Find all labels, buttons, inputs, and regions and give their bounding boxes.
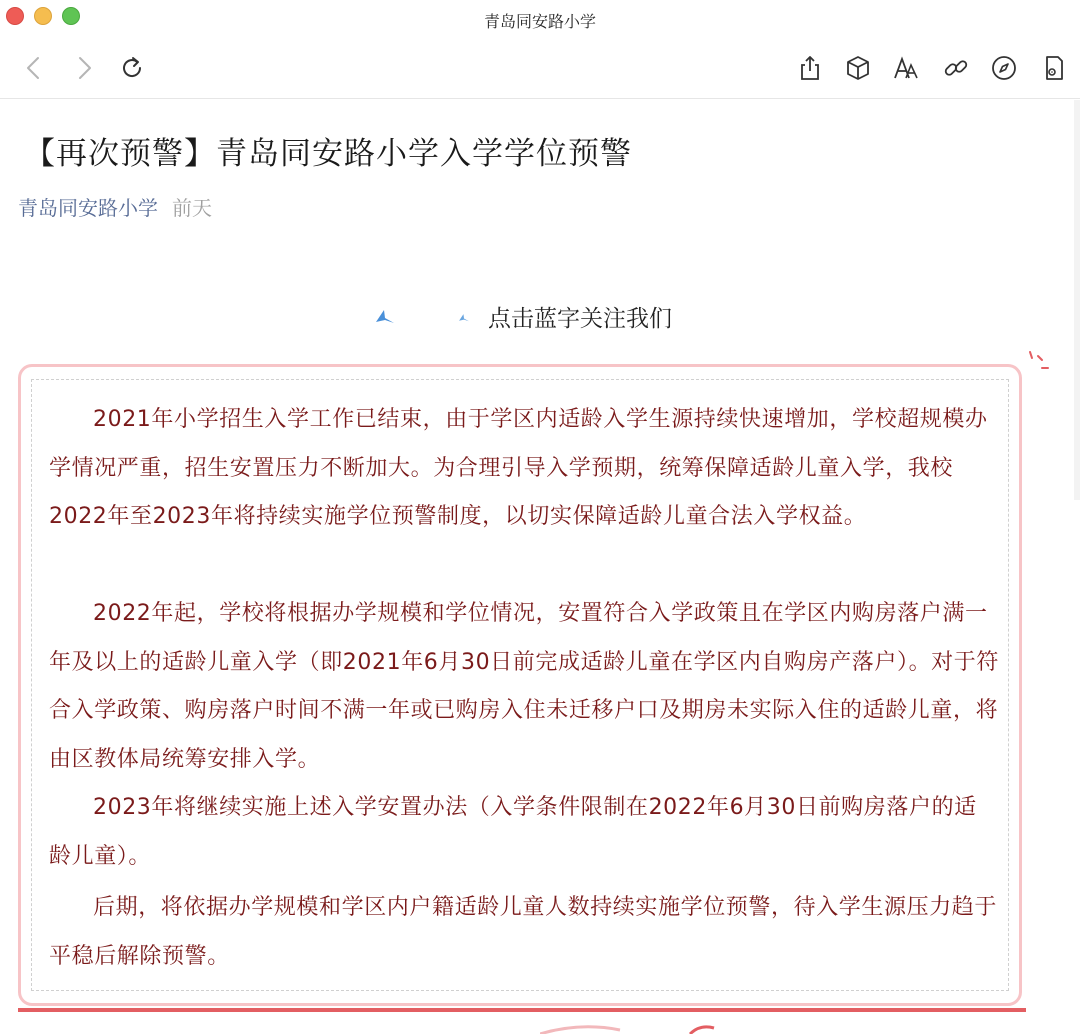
author-link[interactable]: 青岛同安路小学 <box>18 196 158 220</box>
scrollbar[interactable] <box>1074 100 1080 500</box>
share-icon[interactable] <box>796 54 824 82</box>
toolbar <box>0 36 1080 99</box>
article-meta <box>18 192 212 221</box>
title-bar <box>0 0 1080 36</box>
compass-icon[interactable] <box>990 54 1018 82</box>
reader-icon[interactable] <box>1040 54 1068 82</box>
back-icon[interactable] <box>20 54 48 82</box>
sparkle-decoration-icon <box>1024 348 1052 376</box>
notice-paragraph-2: 2022年起，学校将根据办学规模和学位情况，安置符合入学政策且在学区内购房落户满一年及以上的适龄儿童入学（即2021年6月30日前完成适龄儿童在学区内自购房产落户）。对于符合入学政策、购房落户时间不满一年或已购房入住未迁移户口及期房未实际入住的适龄儿童，将由区教体局统筹安排入学。 <box>49 601 999 772</box>
notice-paragraph-3: 2023年将继续实施上述入学安置办法（入学条件限制在2022年6月30日前购房落户的适龄儿童）。 <box>49 795 977 869</box>
publish-date: 前天 <box>172 196 212 220</box>
box-icon[interactable] <box>844 54 872 82</box>
notice-paragraph-4: 后期，将依据办学规模和学区内户籍适龄儿童人数持续实施学位预警，待入学生源压力趋于平稳后解除预警。 <box>49 895 998 969</box>
text-size-icon[interactable] <box>892 54 920 82</box>
article-title: 【再次预警】青岛同安路小学入学学位预警 <box>24 136 632 172</box>
forward-icon[interactable] <box>70 54 98 82</box>
small-bird-icon <box>458 312 470 324</box>
bottom-divider <box>18 1008 1026 1012</box>
notice-paragraph-1: 2021年小学招生入学工作已结束，由于学区内适龄入学生源持续快速增加，学校超规模办学情况严重，招生安置压力不断加大。为合理引导入学预期，统筹保障适龄儿童入学，我校2022年至2023年将持续实施学位预警制度，以切实保障适龄儿童合法入学权益。 <box>49 407 988 529</box>
follow-text: 点击蓝字关注我们 <box>488 306 672 332</box>
reload-icon[interactable] <box>118 54 146 82</box>
link-icon[interactable] <box>942 54 970 82</box>
window-title: 青岛同安路小学 <box>483 12 596 31</box>
bird-icon <box>374 306 396 328</box>
bottom-swirl-decoration-icon <box>540 1020 720 1034</box>
